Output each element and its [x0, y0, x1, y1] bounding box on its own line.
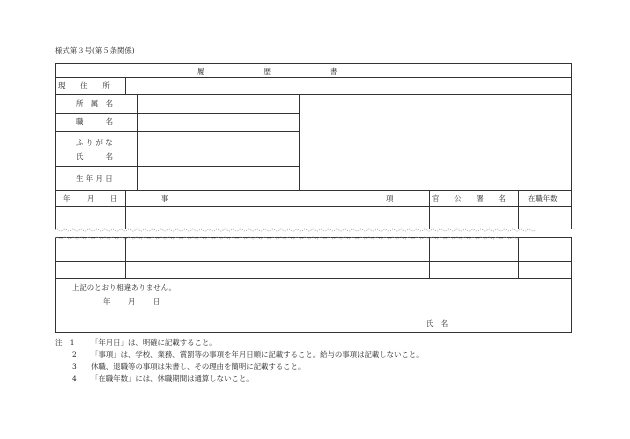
birthdate-field[interactable] [138, 167, 299, 190]
history-header-matter-right: 項 [386, 194, 394, 203]
address-field[interactable] [126, 78, 571, 94]
signature-field[interactable] [455, 314, 565, 330]
note-4-label: 4 [72, 374, 77, 383]
job-title-label: 職 名 [76, 117, 113, 126]
history-header-matter-left: 事 [161, 194, 169, 203]
history-header-month: 月 [87, 194, 95, 203]
note-2-text: 「事項」は、学校、業務、賞罰等の事項を年月日順に記載すること。給与の事項は記載しないこと。 [91, 350, 424, 359]
affiliation-field[interactable] [138, 95, 299, 112]
history-header-tenure: 在職年数 [528, 194, 558, 203]
declaration-text: 上記のとおり相違ありません。 [72, 283, 176, 292]
name-field[interactable] [138, 132, 299, 166]
note-4-text: 「在職年数」には、休職期間は通算しないこと。 [91, 374, 254, 383]
history-header-office: 官 公 署 名 [432, 194, 506, 203]
history-header-day: 日 [110, 194, 118, 203]
job-title-field[interactable] [138, 114, 299, 131]
signature-label: 氏 名 [426, 319, 449, 328]
name-label: 氏 名 [76, 152, 113, 161]
note-3-text: 休職、退職等の事項は朱書し、その理由を簡明に記載すること。 [91, 362, 306, 371]
photo-area [300, 95, 571, 190]
date-month-label: 月 [128, 297, 136, 306]
note-3-label: 3 [72, 362, 77, 371]
date-year-label: 年 [103, 297, 111, 306]
form-title: 履 歴 書 [197, 67, 338, 76]
birthdate-label: 生 年 月 日 [76, 174, 113, 183]
furigana-label: ふ り が な [76, 138, 113, 147]
address-label: 現 住 所 [58, 81, 110, 90]
note-2-label: 2 [72, 350, 77, 359]
date-day-label: 日 [153, 297, 161, 306]
history-header-year: 年 [63, 194, 71, 203]
note-1-text: 「年月日」は、明確に記載すること。 [91, 338, 217, 347]
form-number: 様式第３号(第５条関係) [55, 46, 135, 55]
table-break-marks [55, 228, 573, 240]
affiliation-label: 所 属 名 [76, 99, 113, 108]
note-1-label: 注 1 [55, 338, 75, 347]
